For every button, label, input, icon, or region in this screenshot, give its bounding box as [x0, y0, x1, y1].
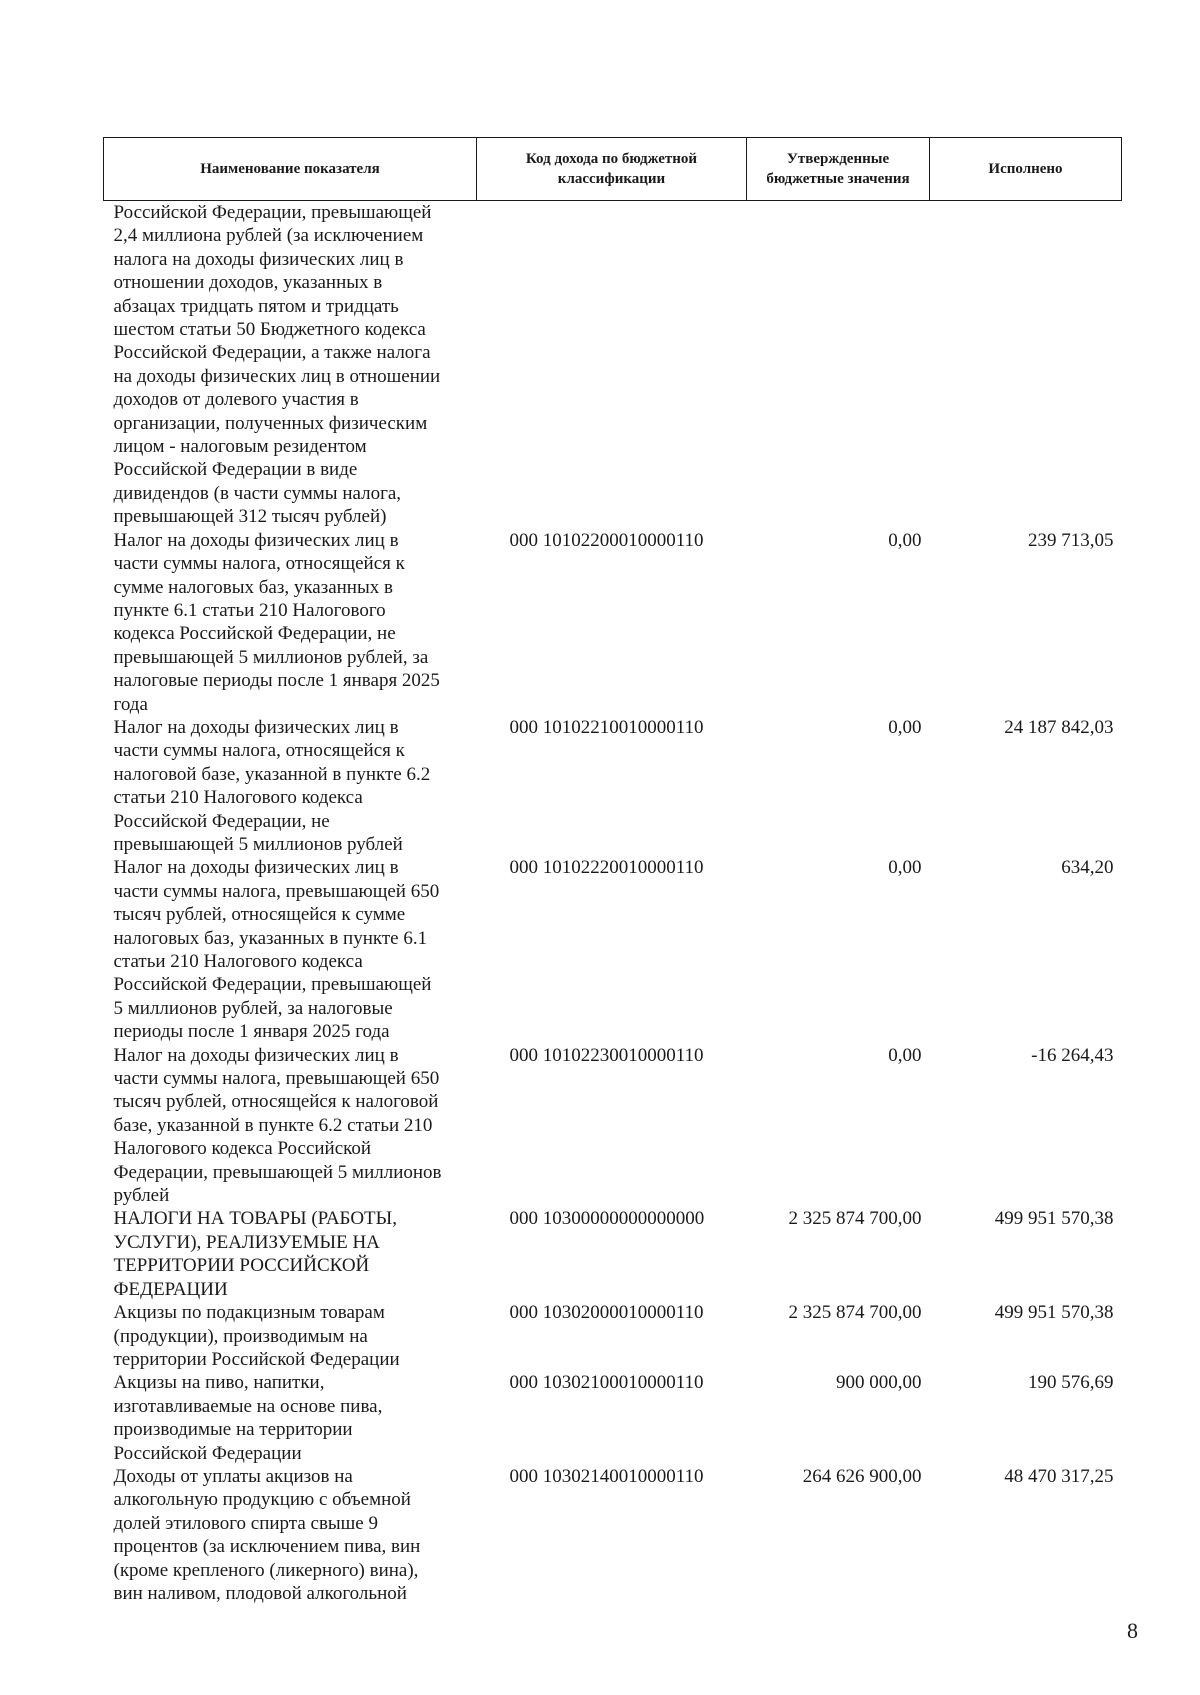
indicator-name-line: Российской Федерации, не [113, 810, 330, 832]
table-body [104, 201, 1122, 1606]
table-row [104, 1301, 1122, 1371]
indicator-name-line: процентов (за исключением пива, вин [113, 1536, 421, 1558]
indicator-name-line: алкогольную продукцию с объемной [113, 1489, 411, 1511]
table-row [104, 856, 1122, 1043]
indicator-name-line: статьи 210 Налогового кодекса [113, 787, 363, 809]
indicator-name-cell [104, 856, 477, 1043]
indicator-name-line: Акцизы на пиво, напитки, [113, 1372, 325, 1394]
indicator-name-line: сумме налоговых баз, указанных в [113, 576, 393, 598]
table-row [104, 1044, 1122, 1208]
indicator-name-line: Налог на доходы физических лиц в [113, 529, 399, 551]
indicator-name-line: тысяч рублей, относящейся к сумме [113, 904, 406, 926]
indicator-name-cell [104, 1371, 477, 1465]
indicator-name-line: НАЛОГИ НА ТОВАРЫ (РАБОТЫ, [113, 1208, 397, 1230]
indicator-name-line: Российской Федерации, а также налога [113, 342, 431, 364]
indicator-name-line: Налогового кодекса Российской [113, 1138, 372, 1160]
indicator-name-line: ТЕРРИТОРИИ РОССИЙСКОЙ [113, 1255, 370, 1277]
indicator-name-line: части суммы налога, относящейся к [113, 740, 405, 762]
indicator-name-line: 2,4 миллиона рублей (за исключением [113, 225, 424, 247]
indicator-name-line: налоговых баз, указанных в пункте 6.1 [113, 927, 428, 949]
executed-value-cell: 24 187 842,03 [1004, 716, 1114, 738]
indicator-name-line: доходов от долевого участия в [113, 389, 359, 411]
indicator-name-line: организации, полученных физическим [113, 412, 428, 434]
approved-value-cell: 264 626 900,00 [802, 1465, 922, 1487]
indicator-name-line: ФЕДЕРАЦИИ [113, 1278, 228, 1300]
indicator-name-line: Доходы от уплаты акцизов на [113, 1465, 353, 1487]
indicator-name-line: УСЛУГИ), РЕАЛИЗУЕМЫЕ НА [113, 1231, 380, 1253]
table-row [104, 716, 1122, 856]
indicator-name-cell [104, 1044, 477, 1208]
executed-value-cell: 499 951 570,38 [994, 1302, 1114, 1324]
indicator-name-line: Налог на доходы физических лиц в [113, 1044, 399, 1066]
executed-value-cell: 499 951 570,38 [994, 1208, 1114, 1230]
header-executed: Исполнено [930, 138, 1122, 201]
indicator-name-line: Российской Федерации, превышающей [113, 202, 432, 223]
table-row [104, 1465, 1122, 1605]
executed-value-cell: 48 470 317,25 [1004, 1465, 1114, 1487]
header-row [104, 138, 1122, 201]
header-approved: Утвержденные бюджетные значения [747, 138, 930, 201]
approved-value-cell: 2 325 874 700,00 [788, 1208, 922, 1230]
indicator-name-line: пункте 6.1 статьи 210 Налогового [113, 599, 386, 621]
indicator-name-line: части суммы налога, относящейся к [113, 553, 405, 575]
approved-value-cell [747, 201, 930, 529]
indicator-name-line: территории Российской Федерации [113, 1348, 400, 1370]
indicator-name-line: года [113, 693, 148, 715]
budget-code-cell: 000 10302140010000110 [509, 1465, 704, 1487]
executed-value-cell: 239 713,05 [1028, 529, 1114, 551]
indicator-name-line: тысяч рублей, относящейся к налоговой [113, 1091, 439, 1113]
header-code: Код дохода по бюджетной классификации [477, 138, 747, 201]
approved-value-cell: 0,00 [888, 529, 922, 551]
indicator-name-line: части суммы налога, превышающей 650 [113, 1068, 440, 1090]
indicator-name-cell [104, 1301, 477, 1371]
table-row [104, 1207, 1122, 1301]
indicator-name-cell [104, 716, 477, 856]
indicator-name-line: превышающей 5 миллионов рублей, за [113, 646, 429, 668]
indicator-name-line: на доходы физических лиц в отношении [113, 365, 441, 387]
approved-value-cell: 0,00 [888, 1044, 922, 1066]
indicator-name-line: периоды после 1 января 2025 года [113, 1021, 390, 1043]
approved-value-cell: 0,00 [888, 716, 922, 738]
executed-value-cell: -16 264,43 [1031, 1044, 1114, 1066]
indicator-name-line: налоговые периоды после 1 января 2025 [113, 670, 440, 692]
indicator-name-line: дивидендов (в части суммы налога, [113, 482, 402, 504]
table-row [104, 201, 1122, 529]
budget-code-cell: 000 10302100010000110 [509, 1372, 704, 1394]
indicator-name-line: Налог на доходы физических лиц в [113, 716, 399, 738]
indicator-name-line: (продукции), производимым на [113, 1325, 368, 1347]
executed-value-cell [930, 201, 1122, 529]
header-name: Наименование показателя [104, 138, 477, 201]
executed-value-cell: 190 576,69 [1028, 1372, 1114, 1394]
approved-value-cell: 2 325 874 700,00 [788, 1302, 922, 1324]
indicator-name-line: 5 миллионов рублей, за налоговые [113, 997, 393, 1019]
budget-code-cell: 000 10302000010000110 [509, 1302, 704, 1324]
indicator-name-line: производимые на территории [113, 1419, 353, 1441]
table-row [104, 529, 1122, 716]
indicator-name-line: Налог на доходы физических лиц в [113, 857, 399, 879]
revenue-table [103, 137, 1122, 1605]
indicator-name-cell [104, 529, 477, 716]
indicator-name-line: налоговой базе, указанной в пункте 6.2 [113, 763, 431, 785]
indicator-name-line: отношении доходов, указанных в [113, 272, 383, 294]
indicator-name-line: долей этилового спирта свыше 9 [113, 1512, 378, 1534]
indicator-name-line: части суммы налога, превышающей 650 [113, 880, 440, 902]
page-number: 8 [1127, 1618, 1138, 1643]
approved-value-cell: 900 000,00 [836, 1372, 922, 1394]
budget-code-cell: 000 10102210010000110 [509, 716, 704, 738]
indicator-name-cell [104, 1207, 477, 1301]
table-header [104, 138, 1122, 201]
indicator-name-line: превышающей 312 тысяч рублей) [113, 506, 387, 528]
indicator-name-line: базе, указанной в пункте 6.2 статьи 210 [113, 1114, 433, 1136]
indicator-name-cell [104, 201, 477, 529]
budget-code-cell: 000 10102220010000110 [509, 857, 704, 879]
indicator-name-line: налога на доходы физических лиц в [113, 248, 404, 270]
indicator-name-line: вин наливом, плодовой алкогольной [113, 1582, 407, 1604]
budget-code-cell: 000 10102230010000110 [509, 1044, 704, 1066]
indicator-name-line: Акцизы по подакцизным товарам [113, 1302, 385, 1324]
indicator-name-line: абзацах тридцать пятом и тридцать [113, 295, 399, 317]
budget-code-cell: 000 10102200010000110 [509, 529, 704, 551]
indicator-name-line: Российской Федерации в виде [113, 459, 358, 481]
indicator-name-line: лицом - налоговым резидентом [113, 436, 367, 458]
indicator-name-line: рублей [113, 1185, 170, 1207]
indicator-name-line: Российской Федерации [113, 1442, 302, 1464]
indicator-name-line: (кроме крепленого (ликерного) вина), [113, 1559, 419, 1581]
budget-code-cell [477, 201, 747, 529]
approved-value-cell: 0,00 [888, 857, 922, 879]
indicator-name-line: изготавливаемые на основе пива, [113, 1395, 383, 1417]
indicator-name-line: статьи 210 Налогового кодекса [113, 951, 363, 972]
indicator-name-line: превышающей 5 миллионов рублей [113, 833, 403, 855]
executed-value-cell: 634,20 [1061, 857, 1114, 879]
indicator-name-line: Федерации, превышающей 5 миллионов [113, 1161, 442, 1183]
indicator-name-line: кодекса Российской Федерации, не [113, 623, 396, 645]
indicator-name-line: Российской Федерации, превышающей [113, 974, 432, 996]
budget-code-cell: 000 10300000000000000 [509, 1208, 705, 1230]
table-row [104, 1371, 1122, 1465]
indicator-name-cell [104, 1465, 477, 1605]
indicator-name-line: шестом статьи 50 Бюджетного кодекса [113, 319, 426, 341]
